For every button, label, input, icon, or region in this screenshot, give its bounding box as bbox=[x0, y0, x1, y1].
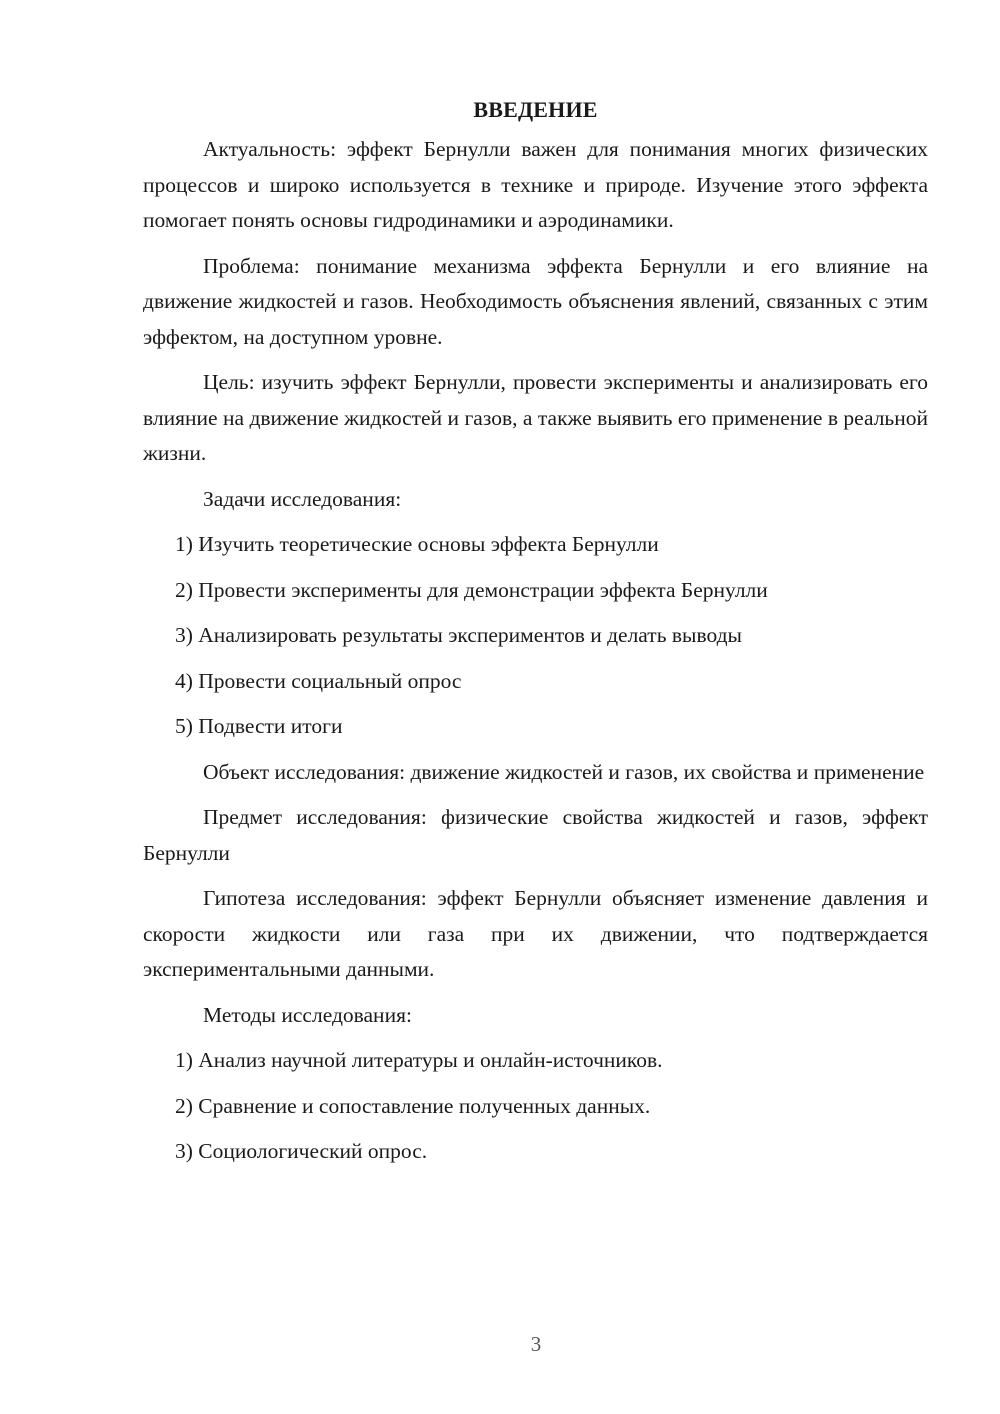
paragraph-goal: Цель: изучить эффект Бернулли, провести эксперименты и анализировать его влияние на движение жидкостей и газов, а также выявить его применение в реальной жизни. bbox=[143, 370, 928, 465]
page-title: ВВЕДЕНИЕ bbox=[473, 97, 598, 122]
document-page bbox=[143, 92, 928, 1180]
task-item: 5) Подвести итоги bbox=[175, 714, 343, 738]
method-item: 1) Анализ научной литературы и онлайн-источников. bbox=[175, 1048, 663, 1072]
paragraph-hypothesis: Гипотеза исследования: эффект Бернулли объясняет изменение давления и скорости жидкости или газа при их движении, что подтверждается экспериментальными данными. bbox=[143, 886, 928, 981]
task-item: 2) Провести эксперименты для демонстрации эффекта Бернулли bbox=[175, 577, 768, 602]
paragraph-problem: Проблема: понимание механизма эффекта Бернулли и его влияние на движение жидкостей и газов. Необходимость объяснения явлений, связанных с этим эффектом, на доступном уровне. bbox=[143, 253, 928, 349]
method-item: 2) Сравнение и сопоставление полученных данных. bbox=[175, 1093, 651, 1118]
method-item: 3) Социологический опрос. bbox=[175, 1139, 428, 1163]
task-item: 1) Изучить теоретические основы эффекта Бернулли bbox=[175, 532, 659, 556]
task-item: 4) Провести социальный опрос bbox=[175, 668, 462, 693]
paragraph-object: Объект исследования: движение жидкостей и газов, их свойства и применение bbox=[203, 759, 925, 784]
task-item: 3) Анализировать результаты экспериментов и делать выводы bbox=[175, 623, 742, 647]
paragraph-relevance: Актуальность: эффект Бернулли важен для понимания многих физических процессов и широко используется в технике и природе. Изучение этого эффекта помогает понять основы гидродинамики и аэродинамики. bbox=[143, 137, 928, 232]
tasks-heading: Задачи исследования: bbox=[203, 486, 402, 511]
page-number: 3 bbox=[530, 1332, 542, 1356]
methods-heading: Методы исследования: bbox=[203, 1002, 412, 1027]
paragraph-subject: Предмет исследования: физические свойства жидкостей и газов, эффект Бернулли bbox=[143, 805, 928, 865]
